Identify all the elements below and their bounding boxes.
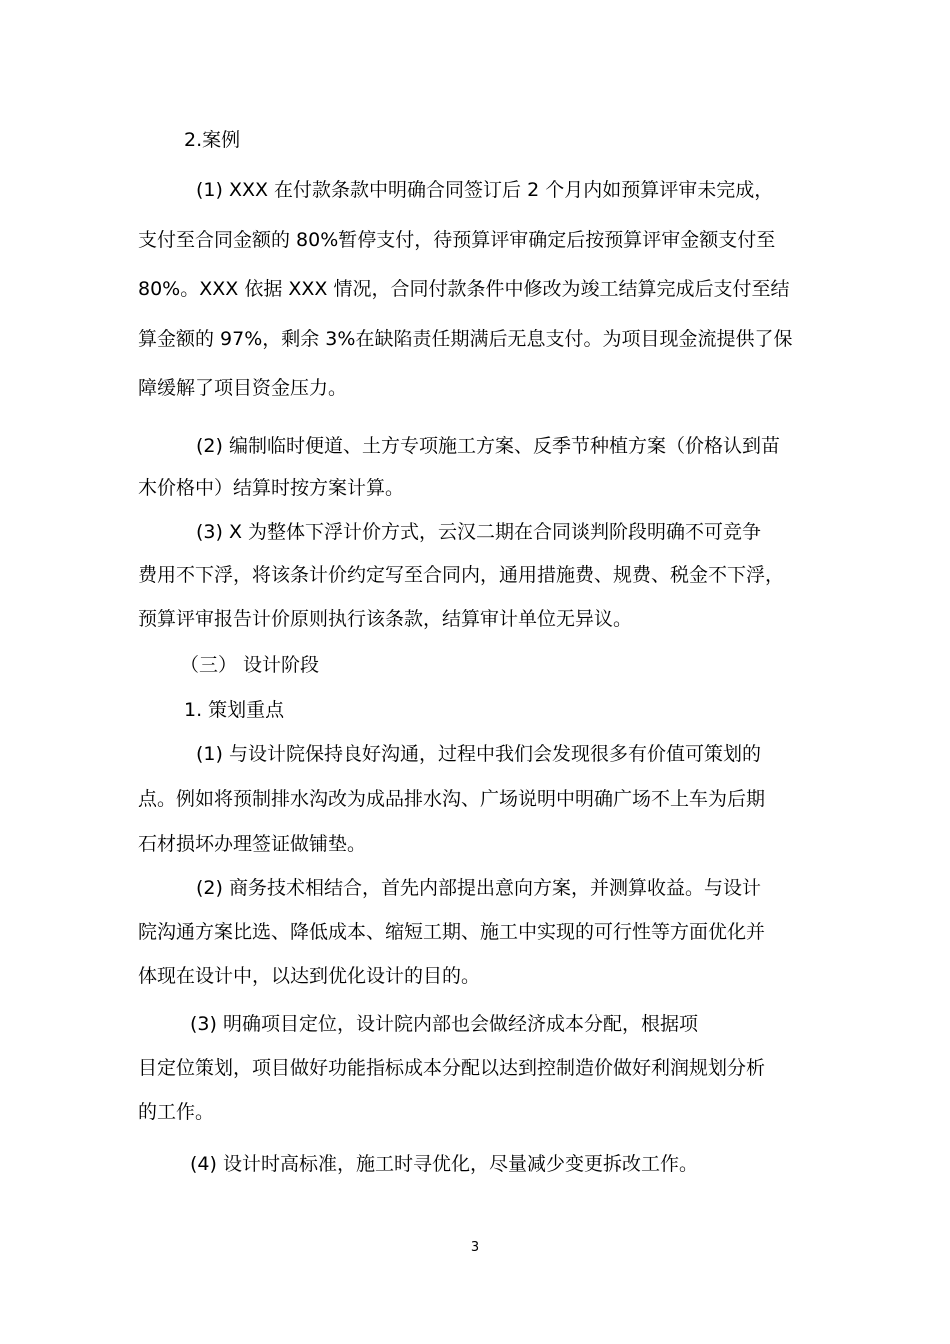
paragraph-line: (3) X 为整体下浮计价方式，云汉二期在合同谈判阶段明确不可竞争 [196, 521, 762, 543]
paragraph-line: (2) 编制临时便道、土方专项施工方案、反季节种植方案（价格认到苗 [196, 435, 780, 457]
paragraph-line: 目定位策划，项目做好功能指标成本分配以达到控制造价做好利润规划分析 [138, 1057, 766, 1079]
paragraph-line: 院沟通方案比选、降低成本、缩短工期、施工中实现的可行性等方面优化并 [138, 921, 766, 943]
paragraph-line: 算金额的 97%，剩余 3%在缺陷责任期满后无息支付。为项目现金流提供了保 [138, 328, 793, 350]
paragraph-line: (1) XXX 在付款条款中明确合同签订后 2 个月内如预算评审未完成， [196, 179, 774, 201]
paragraph-line: (4) 设计时高标准，施工时寻优化，尽量减少变更拆改工作。 [190, 1153, 698, 1175]
page-number: 3 [470, 1240, 480, 1255]
paragraph-line: 石材损坏办理签证做铺垫。 [138, 833, 367, 855]
paragraph-line: (1) 与设计院保持良好沟通，过程中我们会发现很多有价值可策划的 [196, 743, 761, 765]
paragraph-line: 障缓解了项目资金压力。 [138, 377, 348, 399]
paragraph-line: 费用不下浮，将该条计价约定写至合同内，通用措施费、规费、税金不下浮， [138, 564, 785, 586]
subheading-planning-focus: 1. 策划重点 [184, 699, 285, 721]
section-heading-design-stage: （三） 设计阶段 [180, 654, 320, 676]
paragraph-line: 点。例如将预制排水沟改为成品排水沟、广场说明中明确广场不上车为后期 [138, 788, 766, 810]
paragraph-line: 木价格中）结算时按方案计算。 [138, 477, 405, 499]
heading-case: 2.案例 [184, 129, 241, 151]
paragraph-line: 支付至合同金额的 80%暂停支付，待预算评审确定后按预算评审金额支付至 [138, 229, 776, 251]
paragraph-line: 的工作。 [138, 1101, 215, 1123]
paragraph-line: (2) 商务技术相结合，首先内部提出意向方案，并测算收益。与设计 [196, 877, 761, 899]
paragraph-line: 80%。XXX 依据 XXX 情况，合同付款条件中修改为竣工结算完成后支付至结 [138, 278, 790, 300]
paragraph-line: 体现在设计中，以达到优化设计的目的。 [138, 965, 481, 987]
paragraph-line: (3) 明确项目定位，设计院内部也会做经济成本分配，根据项 [190, 1013, 698, 1035]
paragraph-line: 预算评审报告计价原则执行该条款，结算审计单位无异议。 [138, 608, 633, 630]
